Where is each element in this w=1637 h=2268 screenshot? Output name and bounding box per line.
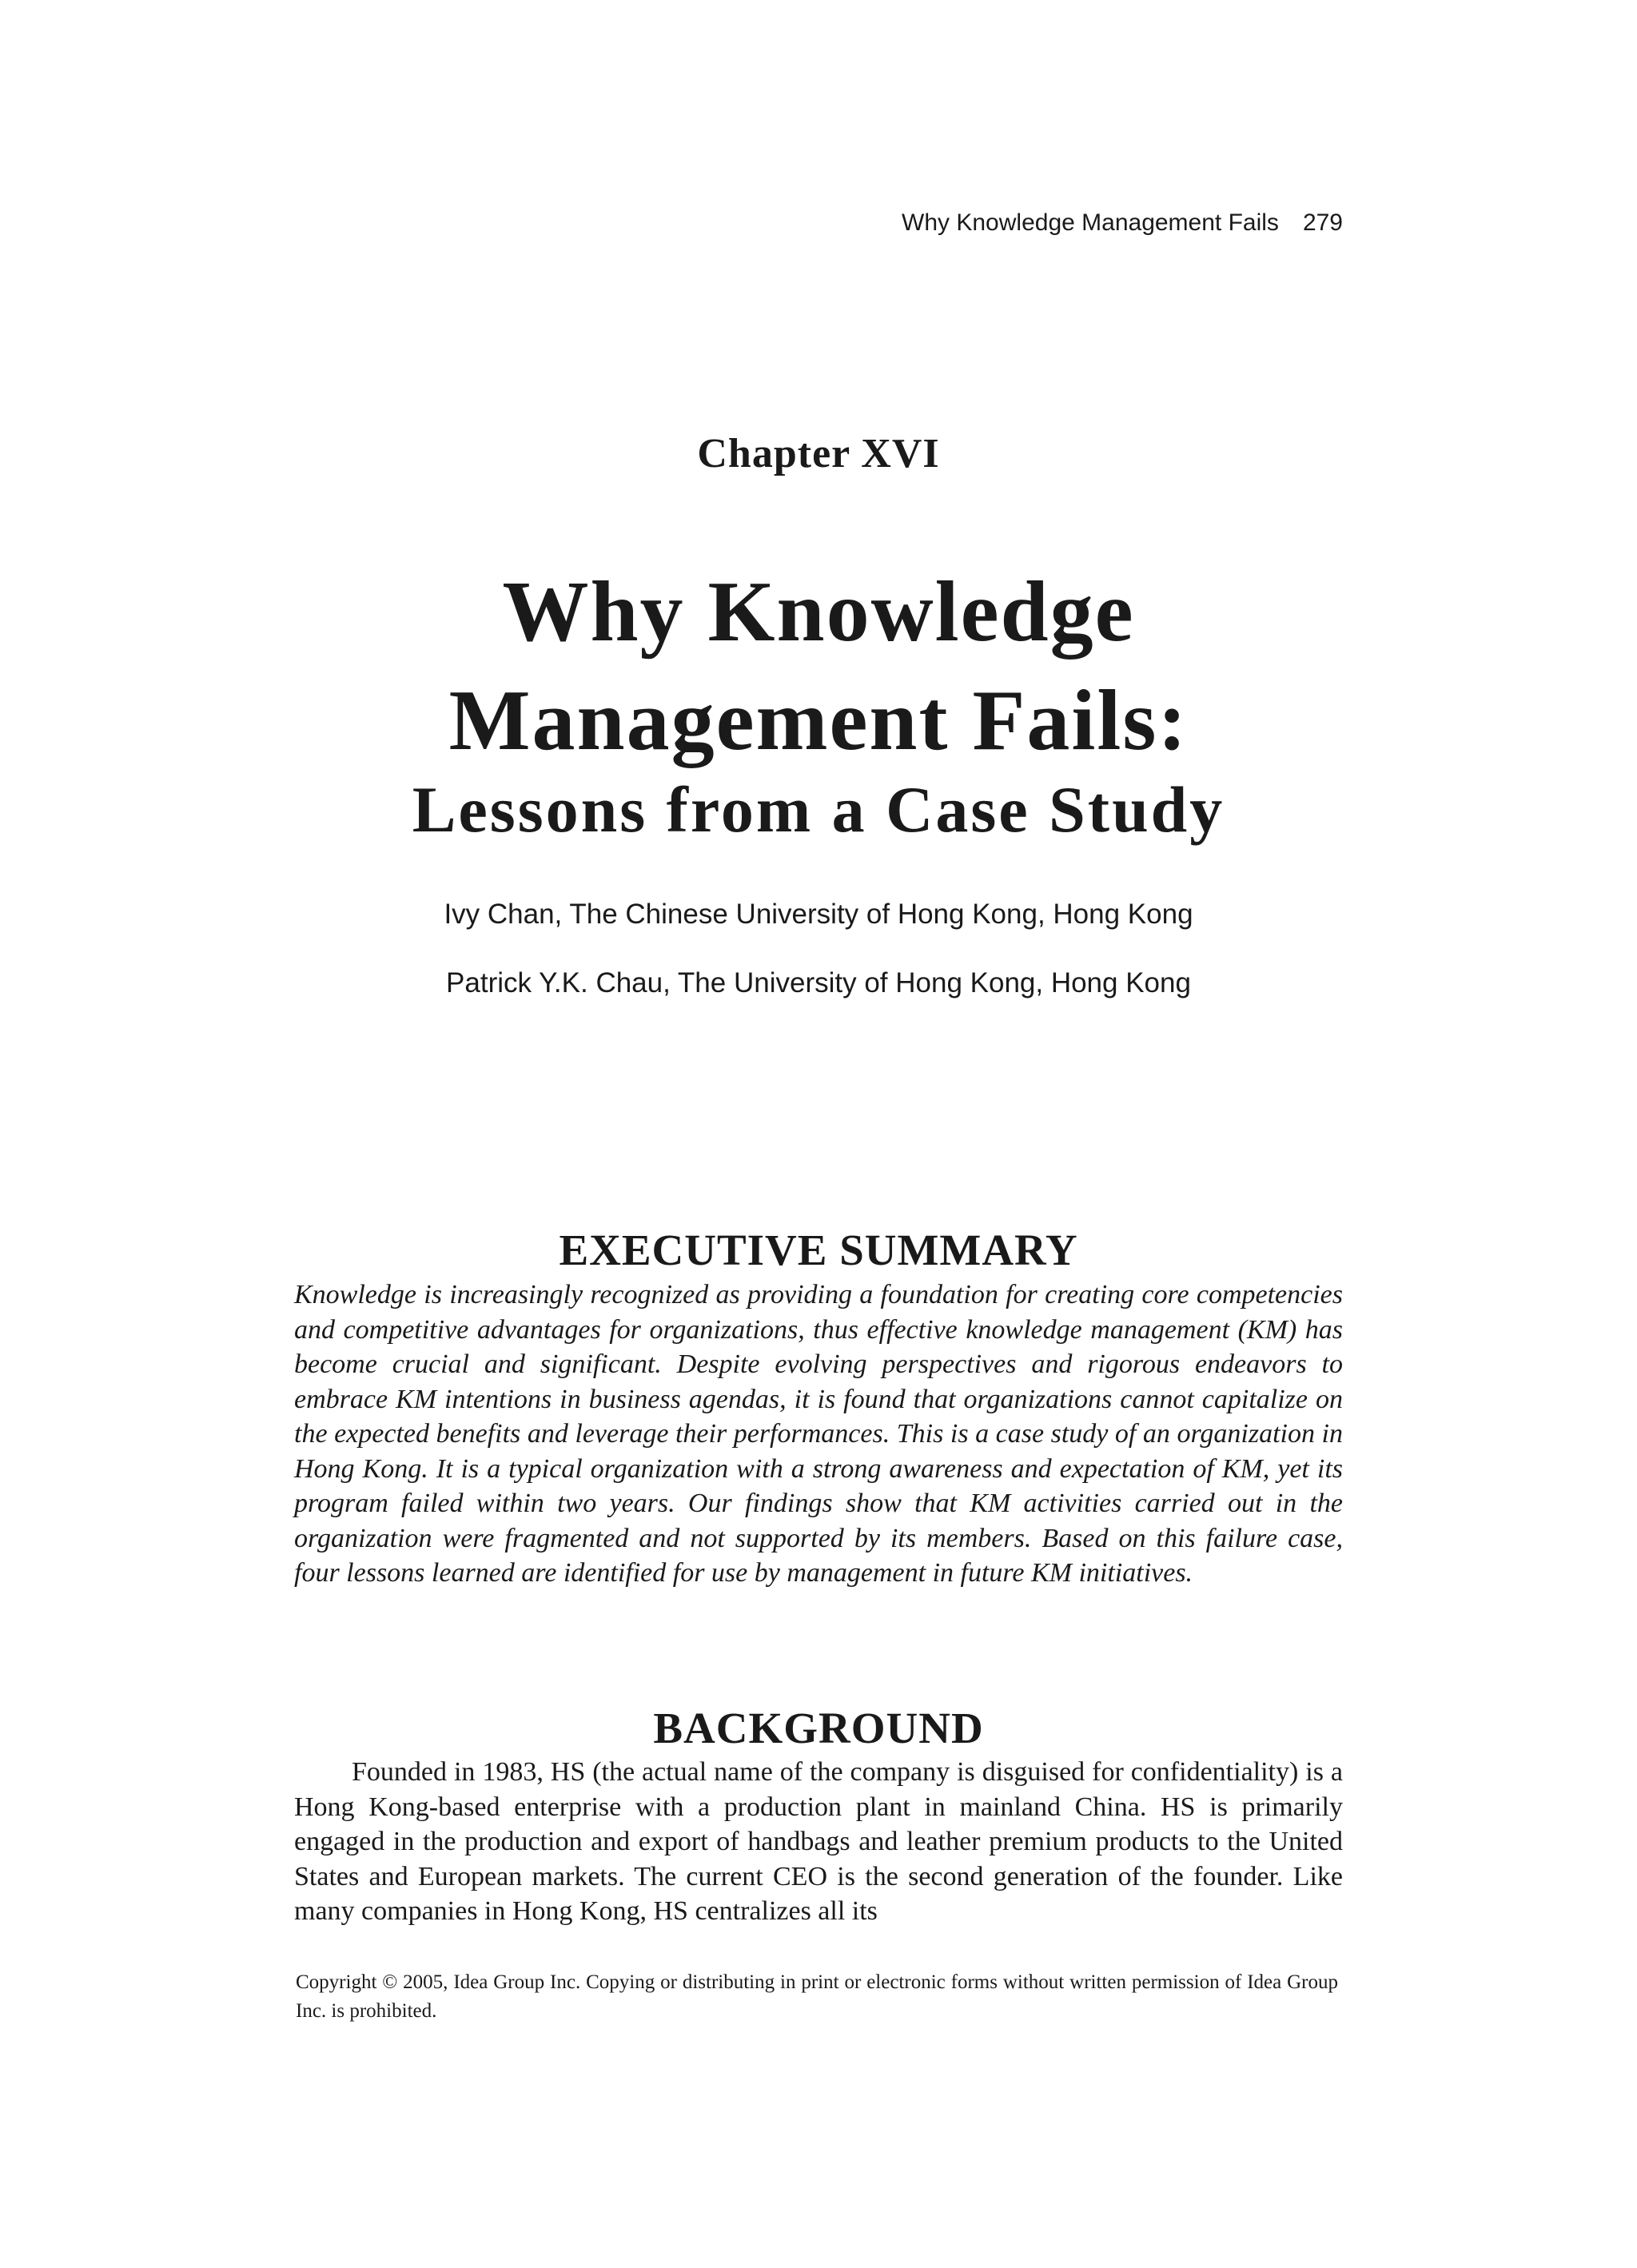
- chapter-title-line-1: Why Knowledge: [502, 564, 1135, 660]
- chapter-label: Chapter XVI: [697, 431, 940, 476]
- author-affiliation-2: Patrick Y.K. Chau, The University of Hong Kong, Hong Kong: [446, 967, 1191, 998]
- running-header-title: Why Knowledge Management Fails: [902, 209, 1279, 236]
- background-heading: BACKGROUND: [653, 1704, 984, 1752]
- copyright-notice: Copyright © 2005, Idea Group Inc. Copying or distributing in print or electronic forms without written permission of Idea Group Inc. is prohibited.: [296, 1971, 1338, 2022]
- author-affiliation-1: Ivy Chan, The Chinese University of Hong Kong, Hong Kong: [444, 899, 1193, 930]
- chapter-title-line-2: Management Fails:: [448, 673, 1189, 768]
- background-text: Founded in 1983, HS (the actual name of the company is disguised for confidentiality) is a Hong Kong-based enterprise with a production plant in mainland China. HS is primarily engaged in the production and export of handbags and leather premium products to the United States and European markets. The current CEO is the second generation of the founder. Like many companies in Hong Kong, HS centralizes all its: [294, 1757, 1343, 1926]
- running-header: [902, 209, 1343, 237]
- executive-summary-text: Knowledge is increasingly recognized as providing a foundation for creating core competencies and competitive advantages for organizations, thus effective knowledge management (KM) has become crucial and significant. Despite evolving perspectives and rigorous endeavors to embrace KM intentions in business agendas, it is found that organizations cannot capitalize on the expected benefits and leverage their performances. This is a case study of an organization in Hong Kong. It is a typical organization with a strong awareness and expectation of KM, yet its program failed within two years. Our findings show that KM activities carried out in the organization were fragmented and not supported by its members. Based on this failure case, four lessons learned are identified for use by management in future KM initiatives.: [294, 1280, 1343, 1588]
- page-number: 279: [1302, 209, 1343, 236]
- executive-summary-heading: EXECUTIVE SUMMARY: [559, 1226, 1078, 1274]
- chapter-subtitle: Lessons from a Case Study: [412, 773, 1225, 846]
